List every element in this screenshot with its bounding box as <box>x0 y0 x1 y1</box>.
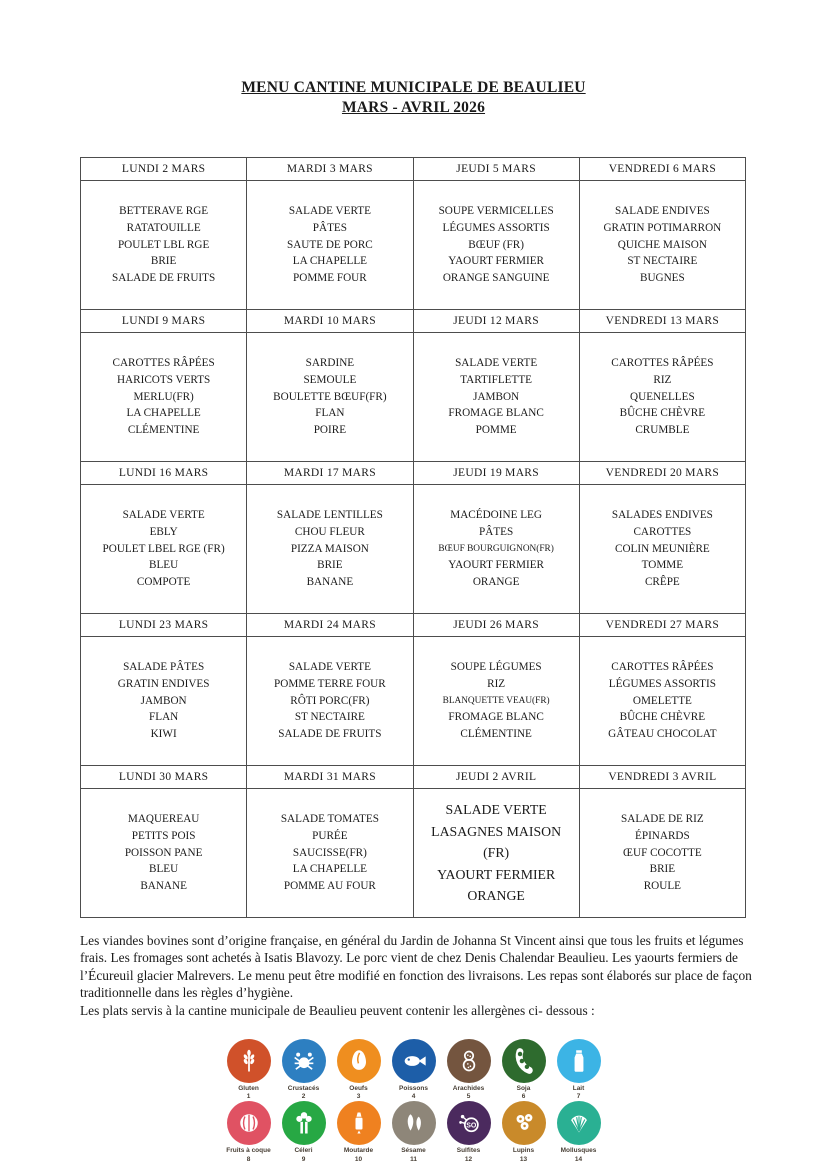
menu-item: LA CHAPELLE <box>292 255 368 268</box>
page-subtitle: MARS - AVRIL 2026 <box>341 99 486 116</box>
menu-day-cell <box>81 637 247 766</box>
menu-item: COLIN MEUNIÈRE <box>614 542 710 555</box>
walnut-icon <box>227 1101 271 1145</box>
menu-item: TOMME <box>641 559 684 572</box>
day-header-cell: LUNDI 9 MARS <box>81 310 247 333</box>
menu-item: FROMAGE BLANC <box>448 711 544 724</box>
menu-item: JAMBON <box>473 390 520 403</box>
menu-item: SALADE DE FRUITS <box>112 272 216 285</box>
notes-paragraph-origin: Les viandes bovines sont d’origine française, en général du Jardin de Johanna St Vincent ainsi que tous les fruits et légumes frais. Les fromages sont achetés à Isatis Blavozy. Le porc vient de chez Denis Chalendar Beaulieu. Les yaourts fermiers de l’Écureuil glacier Malrevers. Le menu peut être modifié en fonction des livraisons. Les repas sont élaborés sur place de façon traditionnelle dans les règles d’hygiène. <box>80 933 752 1001</box>
menu-item: CRUMBLE <box>635 424 690 437</box>
menu-table <box>80 157 746 918</box>
menu-day-cell <box>413 485 579 614</box>
menu-item: TARTIFLETTE <box>460 373 532 386</box>
day-header-cell: VENDREDI 13 MARS <box>579 310 745 333</box>
menu-item: KIWI <box>150 728 177 741</box>
menu-item: BANANE <box>140 880 187 893</box>
day-header-cell: MARDI 24 MARS <box>247 614 413 637</box>
allergen-item <box>386 1101 441 1163</box>
week-header-row <box>81 614 746 637</box>
allergen-item <box>331 1039 386 1101</box>
menu-item: BANANE <box>306 576 354 589</box>
day-header-cell: VENDREDI 3 AVRIL <box>579 766 745 789</box>
menu-item: SARDINE <box>305 357 355 369</box>
menu-item: LASAGNES MAISON <box>431 823 562 839</box>
menu-item: SALADE VERTE <box>288 205 371 217</box>
menu-item: SALADE PÂTES <box>123 661 205 673</box>
sulfites-icon <box>447 1101 491 1145</box>
menu-item: LA CHAPELLE <box>126 407 201 420</box>
menu-item: BŒUF (FR) <box>468 238 524 251</box>
day-header-cell: VENDREDI 20 MARS <box>579 462 745 485</box>
day-header-cell: LUNDI 16 MARS <box>81 462 247 485</box>
milk-bottle-icon <box>557 1039 601 1083</box>
menu-day-cell <box>413 181 579 310</box>
page-title: MENU CANTINE MUNICIPALE DE BEAULIEU <box>241 79 586 96</box>
menu-item: ORANGE <box>467 888 525 904</box>
week-menu-row <box>81 333 746 462</box>
menu-item: ST NECTAIRE <box>294 711 365 724</box>
menu-item: SALADE VERTE <box>122 509 205 521</box>
allergen-label: Gluten <box>238 1085 259 1093</box>
allergen-label: Moutarde <box>343 1147 374 1155</box>
menu-item: CLÉMENTINE <box>460 728 532 741</box>
allergen-label: Mollusques <box>560 1147 597 1155</box>
menu-item: SOUPE LÉGUMES <box>450 661 542 673</box>
allergen-label: Lait <box>572 1085 585 1093</box>
menu-item: CLÉMENTINE <box>127 424 200 437</box>
allergen-item <box>551 1101 606 1163</box>
allergen-number: 14 <box>574 1155 583 1163</box>
menu-item: QUENELLES <box>630 390 695 403</box>
menu-item: FLAN <box>315 407 345 420</box>
menu-item: CAROTTES RÂPÉES <box>611 661 714 673</box>
menu-item: PETITS POIS <box>131 829 196 842</box>
soy-icon <box>502 1039 546 1083</box>
menu-item: BRIE <box>150 255 177 268</box>
allergen-item <box>221 1101 276 1163</box>
menu-item: YAOURT FERMIER <box>448 559 545 572</box>
menu-item: SALADE DE FRUITS <box>278 728 382 741</box>
menu-item: LA CHAPELLE <box>292 863 368 876</box>
menu-item: SALADE TOMATES <box>280 813 379 825</box>
menu-item: POISSON PANE <box>124 846 203 859</box>
menu-day-cell <box>579 181 745 310</box>
allergen-label: Poissons <box>399 1085 428 1093</box>
allergen-label: Céleri <box>294 1147 313 1155</box>
menu-item: BLEU <box>149 863 179 876</box>
week-header-row <box>81 310 746 333</box>
day-header-cell: VENDREDI 27 MARS <box>579 614 745 637</box>
mustard-icon <box>337 1101 381 1145</box>
day-header-cell: LUNDI 23 MARS <box>81 614 247 637</box>
allergen-number: 8 <box>246 1155 251 1163</box>
menu-item: BRIE <box>317 559 343 572</box>
allergen-item <box>386 1039 441 1101</box>
menu-item: BOULETTE BŒUF(FR) <box>273 390 387 403</box>
menu-item: FROMAGE BLANC <box>448 407 544 420</box>
notes-paragraph-allergens: Les plats servis à la cantine municipale de Beaulieu peuvent contenir les allergènes ci- dessous : <box>80 1002 595 1018</box>
allergen-item <box>441 1101 496 1163</box>
menu-item: CHOU FLEUR <box>294 525 365 538</box>
menu-day-cell <box>247 637 413 766</box>
menu-item: BRIE <box>649 863 676 876</box>
egg-icon <box>337 1039 381 1083</box>
menu-day-cell <box>81 333 247 462</box>
menu-day-cell <box>413 333 579 462</box>
allergen-number: 11 <box>410 1155 417 1163</box>
menu-item: ORANGE SANGUINE <box>442 272 550 285</box>
allergen-item <box>331 1101 386 1163</box>
menu-item: HARICOTS VERTS <box>116 373 211 386</box>
allergen-legend <box>204 1039 624 1163</box>
allergen-label: Sésame <box>401 1147 426 1155</box>
day-header-cell: LUNDI 2 MARS <box>81 158 247 181</box>
menu-item: POMME AU FOUR <box>283 880 376 893</box>
allergen-number: 5 <box>466 1093 471 1101</box>
menu-item: BLEU <box>149 559 179 572</box>
menu-item: CAROTTES RÂPÉES <box>611 357 714 369</box>
menu-item: POMME TERRE FOUR <box>274 677 386 690</box>
allergen-number: 12 <box>464 1155 473 1163</box>
day-header-cell: LUNDI 30 MARS <box>81 766 247 789</box>
allergen-item <box>496 1101 551 1163</box>
menu-item: SALADE LENTILLES <box>276 509 383 521</box>
allergen-item <box>276 1039 331 1101</box>
menu-item: SAUCISSE(FR) <box>292 846 367 859</box>
menu-item: RÔTI PORC(FR) <box>290 694 370 707</box>
menu-item: MACÉDOINE LEG <box>450 509 542 521</box>
day-header-cell: JEUDI 19 MARS <box>413 462 579 485</box>
menu-item: BLANQUETTE VEAU(FR) <box>442 695 550 706</box>
menu-item: LÉGUMES ASSORTIS <box>442 221 550 234</box>
svg-text:SO: SO <box>465 1122 476 1130</box>
allergen-item <box>496 1039 551 1101</box>
menu-item: RATATOUILLE <box>126 221 201 234</box>
menu-item: YAOURT FERMIER <box>448 255 545 268</box>
menu-day-cell <box>247 789 413 918</box>
allergen-label: Soja <box>516 1085 531 1093</box>
notes-block <box>80 932 754 1019</box>
week-menu-row <box>81 789 746 918</box>
menu-item: POIRE <box>313 424 347 437</box>
menu-item: PIZZA MAISON <box>290 542 369 555</box>
allergen-label: Lupins <box>512 1147 535 1155</box>
allergen-item <box>221 1039 276 1101</box>
menu-item: OMELETTE <box>632 694 692 707</box>
allergen-item <box>441 1039 496 1101</box>
menu-item: ST NECTAIRE <box>627 255 698 268</box>
allergen-number: 2 <box>301 1093 306 1101</box>
allergen-item <box>276 1101 331 1163</box>
menu-day-cell <box>579 333 745 462</box>
allergen-row <box>204 1101 624 1163</box>
page-title-block <box>0 78 827 118</box>
menu-item: SALADES ENDIVES <box>611 509 713 521</box>
allergen-item <box>551 1039 606 1101</box>
allergen-number: 10 <box>354 1155 363 1163</box>
day-header-cell: MARDI 10 MARS <box>247 310 413 333</box>
menu-day-cell <box>81 789 247 918</box>
menu-item: (FR) <box>483 845 510 861</box>
menu-item: RIZ <box>487 677 506 690</box>
menu-item: SALADE VERTE <box>445 802 547 818</box>
day-header-cell: JEUDI 5 MARS <box>413 158 579 181</box>
menu-item: EBLY <box>149 525 178 538</box>
sesame-icon <box>392 1101 436 1145</box>
fish-icon <box>392 1039 436 1083</box>
menu-item: YAOURT FERMIER <box>437 866 556 882</box>
week-header-row <box>81 766 746 789</box>
week-header-row <box>81 158 746 181</box>
week-menu-row <box>81 485 746 614</box>
menu-item: SEMOULE <box>303 373 357 386</box>
day-header-cell: JEUDI 2 AVRIL <box>413 766 579 789</box>
menu-day-cell <box>579 789 745 918</box>
menu-day-cell <box>413 789 579 918</box>
menu-item: CRÊPE <box>644 576 680 589</box>
day-header-cell: MARDI 31 MARS <box>247 766 413 789</box>
day-header-cell: JEUDI 26 MARS <box>413 614 579 637</box>
menu-item: JAMBON <box>140 694 187 707</box>
menu-item: FLAN <box>149 711 179 724</box>
menu-day-cell <box>81 485 247 614</box>
menu-item: ŒUF COCOTTE <box>623 846 702 859</box>
allergen-number: 4 <box>411 1093 416 1101</box>
menu-item: POULET LBEL RGE (FR) <box>102 542 225 555</box>
menu-item: BÛCHE CHÈVRE <box>619 711 706 724</box>
menu-item: MAQUEREAU <box>127 813 200 825</box>
allergen-row <box>204 1039 624 1101</box>
menu-item: SALADE ENDIVES <box>614 205 710 217</box>
week-header-row <box>81 462 746 485</box>
menu-day-cell <box>247 333 413 462</box>
week-menu-row <box>81 181 746 310</box>
menu-item: CAROTTES RÂPÉES <box>112 357 215 369</box>
menu-day-cell <box>81 181 247 310</box>
celery-icon <box>282 1101 326 1145</box>
menu-item: PÂTES <box>479 525 514 538</box>
menu-item: BETTERAVE RGE <box>119 205 209 217</box>
menu-day-cell <box>413 637 579 766</box>
menu-item: SALADE VERTE <box>455 357 538 369</box>
menu-item: GRATIN ENDIVES <box>117 677 210 690</box>
menu-item: BÛCHE CHÈVRE <box>619 407 706 420</box>
allergen-label: Crustacés <box>287 1085 320 1093</box>
menu-item: GÂTEAU CHOCOLAT <box>608 728 717 741</box>
menu-item: SALADE DE RIZ <box>621 813 704 825</box>
menu-table-body <box>81 158 746 918</box>
day-header-cell: JEUDI 12 MARS <box>413 310 579 333</box>
peanut-icon <box>447 1039 491 1083</box>
crab-icon <box>282 1039 326 1083</box>
day-header-cell: MARDI 3 MARS <box>247 158 413 181</box>
day-header-cell: VENDREDI 6 MARS <box>579 158 745 181</box>
allergen-number: 9 <box>301 1155 306 1163</box>
menu-day-cell <box>247 485 413 614</box>
lupin-icon <box>502 1101 546 1145</box>
menu-item: POMME FOUR <box>293 272 367 285</box>
menu-item: SALADE VERTE <box>288 661 371 673</box>
allergen-label: Oeufs <box>349 1085 368 1093</box>
menu-item: ORANGE <box>472 576 520 589</box>
menu-day-cell <box>579 637 745 766</box>
menu-item: SOUPE VERMICELLES <box>438 205 554 217</box>
menu-day-cell <box>579 485 745 614</box>
allergen-number: 1 <box>246 1093 251 1101</box>
menu-item: BUGNES <box>639 272 685 285</box>
menu-item: PURÉE <box>312 829 348 842</box>
menu-item: ÉPINARDS <box>635 829 690 842</box>
menu-item: CAROTTES <box>633 525 692 538</box>
menu-item: POULET LBL RGE <box>117 238 210 251</box>
day-header-cell: MARDI 17 MARS <box>247 462 413 485</box>
allergen-label: Sulfites <box>456 1147 481 1155</box>
menu-item: RIZ <box>653 373 672 386</box>
allergen-number: 3 <box>356 1093 361 1101</box>
allergen-label: Arachides <box>452 1085 485 1093</box>
menu-item: POMME <box>475 424 517 437</box>
menu-item: LÉGUMES ASSORTIS <box>608 677 716 690</box>
menu-item: QUICHE MAISON <box>617 238 707 251</box>
allergen-number: 13 <box>519 1155 528 1163</box>
week-menu-row <box>81 637 746 766</box>
allergen-label: Fruits à coque <box>226 1147 271 1155</box>
menu-item: GRATIN POTIMARRON <box>603 221 722 234</box>
shell-icon <box>557 1101 601 1145</box>
wheat-icon <box>227 1039 271 1083</box>
menu-item: MERLU(FR) <box>133 390 194 403</box>
menu-item: COMPOTE <box>136 576 191 589</box>
menu-item: PÂTES <box>312 221 347 234</box>
menu-item: ROULE <box>643 880 682 893</box>
allergen-number: 6 <box>521 1093 526 1101</box>
allergen-number: 7 <box>576 1093 581 1101</box>
menu-item: SAUTE DE PORC <box>286 238 373 251</box>
menu-item: BŒUF BOURGUIGNON(FR) <box>438 543 554 554</box>
menu-day-cell <box>247 181 413 310</box>
